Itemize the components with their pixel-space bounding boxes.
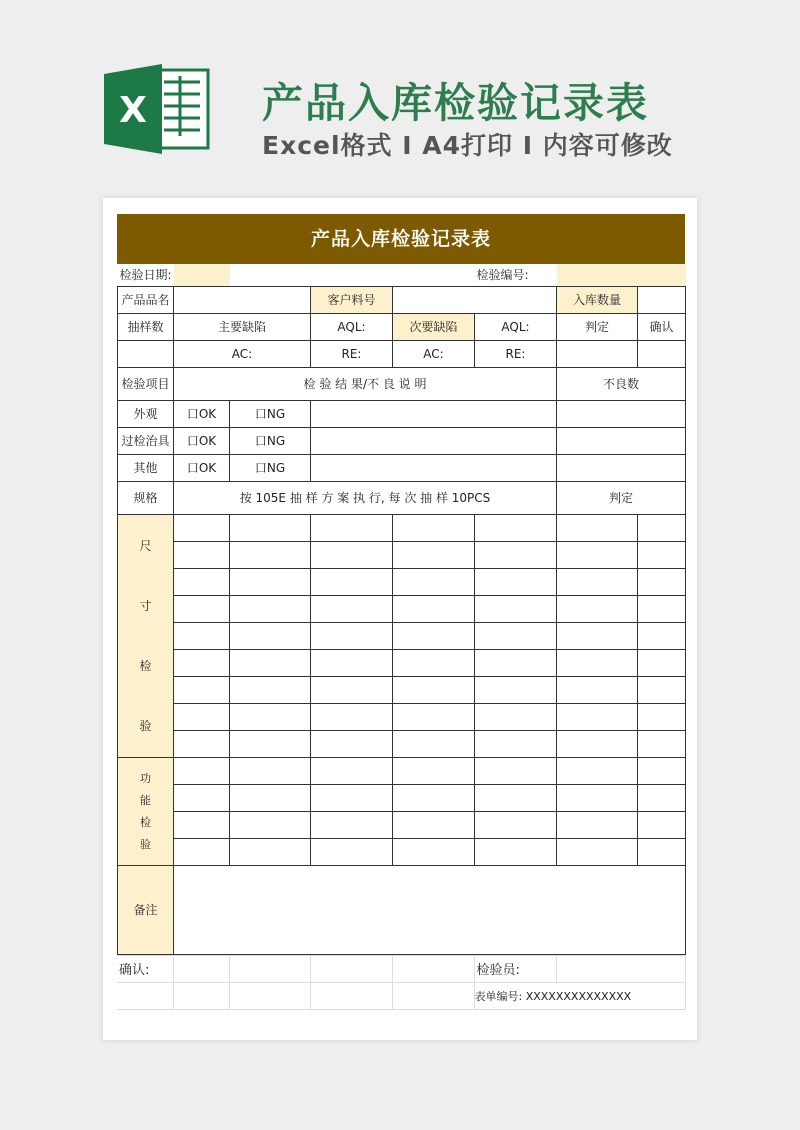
grid-cell[interactable] (475, 649, 557, 676)
grid-cell[interactable] (311, 811, 393, 838)
grid-cell[interactable] (557, 676, 638, 703)
grid-cell[interactable] (230, 730, 311, 757)
ok-checkbox[interactable]: 口OK (174, 454, 230, 481)
grid-cell[interactable] (230, 649, 311, 676)
footer-inspector-field[interactable] (556, 955, 685, 982)
grid-cell[interactable] (475, 676, 557, 703)
grid-cell[interactable] (557, 838, 638, 865)
grid-cell[interactable] (174, 703, 230, 730)
ok-checkbox[interactable]: 口OK (174, 427, 230, 454)
grid-cell[interactable] (638, 757, 686, 784)
item-result-field[interactable] (311, 427, 557, 454)
item-defect-field[interactable] (557, 427, 686, 454)
grid-cell[interactable] (174, 838, 230, 865)
grid-cell[interactable] (311, 838, 393, 865)
grid-cell[interactable] (557, 757, 638, 784)
inspect-item-label: 检验项目 (118, 367, 174, 400)
footer-confirm-label: 确认: (117, 955, 173, 982)
grid-cell[interactable] (557, 541, 638, 568)
grid-cell[interactable] (393, 730, 475, 757)
grid-cell[interactable] (638, 703, 686, 730)
stock-qty-label: 入库数量 (557, 286, 638, 313)
item-name: 其他 (118, 454, 174, 481)
sample-qty-label: 抽样数 (118, 313, 174, 340)
grid-cell[interactable] (557, 595, 638, 622)
grid-cell[interactable] (311, 595, 393, 622)
grid-cell[interactable] (393, 784, 475, 811)
grid-cell[interactable] (475, 622, 557, 649)
grid-cell[interactable] (230, 757, 311, 784)
grid-cell[interactable] (174, 784, 230, 811)
spec-label: 规格 (118, 481, 174, 514)
page-subtitle: Excel格式 I A4打印 I 内容可修改 (262, 131, 673, 160)
grid-cell[interactable] (393, 595, 475, 622)
grid-cell[interactable] (230, 595, 311, 622)
sample-qty-field[interactable] (118, 340, 174, 367)
grid-cell[interactable] (557, 730, 638, 757)
grid-cell[interactable] (174, 595, 230, 622)
remark-field[interactable] (174, 865, 686, 954)
grid-cell[interactable] (230, 514, 311, 541)
item-result-field[interactable] (311, 454, 557, 481)
grid-cell[interactable] (174, 514, 230, 541)
grid-cell[interactable] (174, 730, 230, 757)
grid-cell[interactable] (557, 514, 638, 541)
re2-label: RE: (475, 340, 557, 367)
ng-checkbox[interactable]: 口NG (230, 400, 311, 427)
grid-cell[interactable] (557, 568, 638, 595)
function-char: 能 (140, 793, 151, 807)
grid-cell[interactable] (638, 541, 686, 568)
grid-cell[interactable] (174, 676, 230, 703)
grid-cell[interactable] (557, 622, 638, 649)
grid-cell[interactable] (475, 757, 557, 784)
inspection-form (117, 214, 685, 1010)
grid-cell[interactable] (230, 541, 311, 568)
grid-cell[interactable] (475, 568, 557, 595)
grid-cell[interactable] (230, 676, 311, 703)
grid-cell[interactable] (393, 757, 475, 784)
grid-cell[interactable] (393, 649, 475, 676)
grid-cell[interactable] (174, 649, 230, 676)
stock-qty-field[interactable] (638, 286, 686, 313)
grid-cell[interactable] (557, 649, 638, 676)
grid-cell[interactable] (174, 757, 230, 784)
grid-cell[interactable] (311, 757, 393, 784)
inspect-date-field[interactable] (174, 264, 230, 286)
grid-cell[interactable] (230, 622, 311, 649)
grid-cell[interactable] (393, 568, 475, 595)
grid-cell[interactable] (638, 730, 686, 757)
aql2-label: AQL: (475, 313, 557, 340)
grid-cell[interactable] (393, 541, 475, 568)
item-defect-field[interactable] (557, 400, 686, 427)
grid-cell[interactable] (475, 514, 557, 541)
re1-label: RE: (311, 340, 393, 367)
grid-cell[interactable] (638, 622, 686, 649)
grid-cell[interactable] (557, 811, 638, 838)
grid-cell[interactable] (638, 595, 686, 622)
remark-label: 备注 (118, 865, 174, 954)
grid-cell[interactable] (393, 676, 475, 703)
grid-cell[interactable] (230, 811, 311, 838)
grid-cell[interactable] (230, 784, 311, 811)
dimension-char: 验 (139, 718, 152, 733)
grid-cell[interactable] (311, 676, 393, 703)
footer-form-number: 表单编号: XXXXXXXXXXXXXX (474, 982, 685, 1009)
grid-cell[interactable] (475, 703, 557, 730)
function-check-label (118, 757, 174, 865)
ng-checkbox[interactable]: 口NG (230, 427, 311, 454)
grid-cell[interactable] (393, 811, 475, 838)
footer-table (117, 955, 686, 1010)
grid-cell[interactable] (311, 730, 393, 757)
dimension-check-label (118, 514, 174, 757)
grid-cell[interactable] (311, 703, 393, 730)
grid-cell[interactable] (393, 514, 475, 541)
grid-cell[interactable] (230, 568, 311, 595)
grid-cell[interactable] (311, 622, 393, 649)
grid-cell[interactable] (174, 541, 230, 568)
product-name-label: 产品品名 (118, 286, 174, 313)
spec-text: 按 105E 抽 样 方 案 执 行, 每 次 抽 样 10PCS (174, 481, 557, 514)
judge-label: 判定 (557, 313, 638, 340)
grid-cell[interactable] (638, 514, 686, 541)
grid-cell[interactable] (475, 784, 557, 811)
item-name: 过检治具 (118, 427, 174, 454)
form-banner: 产品入库检验记录表 (117, 214, 685, 264)
spec-judge-label: 判定 (557, 481, 686, 514)
customer-part-field[interactable] (393, 286, 557, 313)
item-name: 外观 (118, 400, 174, 427)
grid-cell[interactable] (638, 838, 686, 865)
dimension-char: 尺 (139, 538, 152, 553)
item-defect-field[interactable] (557, 454, 686, 481)
grid-cell[interactable] (475, 595, 557, 622)
confirm-field[interactable] (638, 340, 686, 367)
grid-cell[interactable] (638, 676, 686, 703)
result-label: 检 验 结 果/不 良 说 明 (174, 367, 557, 400)
function-char: 验 (140, 837, 151, 851)
ac2-label: AC: (393, 340, 475, 367)
ac1-label: AC: (174, 340, 311, 367)
ng-checkbox[interactable]: 口NG (230, 454, 311, 481)
function-char: 检 (140, 815, 151, 829)
aql1-label: AQL: (311, 313, 393, 340)
grid-cell[interactable] (638, 784, 686, 811)
defect-count-label: 不良数 (557, 367, 686, 400)
grid-cell[interactable] (393, 622, 475, 649)
grid-cell[interactable] (638, 568, 686, 595)
dimension-char: 检 (139, 658, 152, 673)
confirm-label: 确认 (638, 313, 686, 340)
grid-cell[interactable] (311, 514, 393, 541)
form-table (117, 264, 686, 955)
inspect-no-label: 检验编号: (475, 264, 557, 286)
grid-cell[interactable] (311, 784, 393, 811)
logo-letter: X (119, 90, 147, 131)
grid-cell[interactable] (475, 838, 557, 865)
product-name-field[interactable] (174, 286, 311, 313)
grid-cell[interactable] (393, 838, 475, 865)
grid-cell[interactable] (638, 811, 686, 838)
page-title: 产品入库检验记录表 (262, 79, 649, 127)
excel-logo-icon (104, 64, 212, 154)
grid-cell[interactable] (311, 541, 393, 568)
grid-cell[interactable] (475, 730, 557, 757)
inspect-no-field[interactable] (557, 264, 686, 286)
major-defect-label: 主要缺陷 (174, 313, 311, 340)
grid-cell[interactable] (393, 703, 475, 730)
inspect-date-label: 检验日期: (118, 264, 174, 286)
grid-cell[interactable] (557, 784, 638, 811)
judge-field[interactable] (557, 340, 638, 367)
grid-cell[interactable] (230, 838, 311, 865)
document-paper (103, 198, 697, 1040)
function-char: 功 (140, 771, 151, 785)
grid-cell[interactable] (475, 811, 557, 838)
footer-inspector-label: 检验员: (474, 955, 556, 982)
minor-defect-label: 次要缺陷 (393, 313, 475, 340)
dimension-char: 寸 (139, 598, 152, 613)
grid-cell[interactable] (475, 541, 557, 568)
grid-cell[interactable] (174, 568, 230, 595)
grid-cell[interactable] (174, 811, 230, 838)
grid-cell[interactable] (174, 622, 230, 649)
grid-cell[interactable] (311, 649, 393, 676)
grid-cell[interactable] (638, 649, 686, 676)
grid-cell[interactable] (311, 568, 393, 595)
footer-confirm-field[interactable] (173, 955, 229, 982)
customer-part-label: 客户料号 (311, 286, 393, 313)
item-result-field[interactable] (311, 400, 557, 427)
grid-cell[interactable] (230, 703, 311, 730)
grid-cell[interactable] (557, 703, 638, 730)
ok-checkbox[interactable]: 口OK (174, 400, 230, 427)
